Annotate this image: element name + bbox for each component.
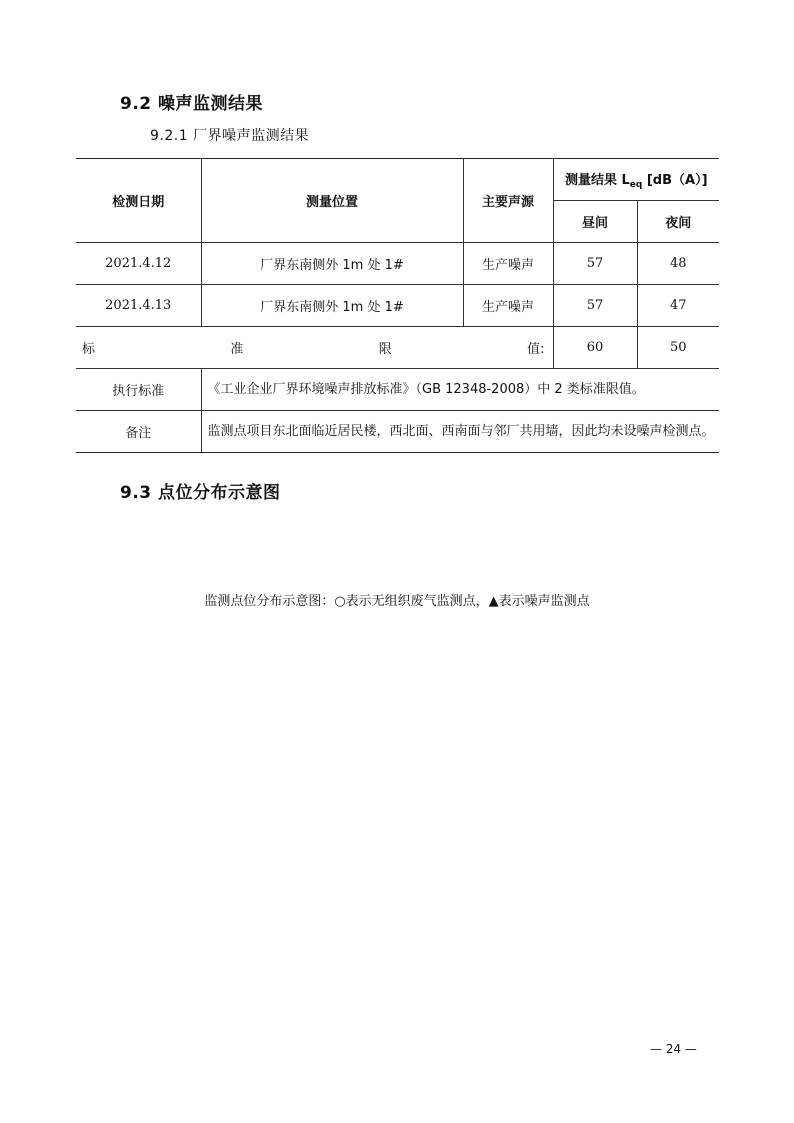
subsection-heading-9-2-1: 9.2.1 厂界噪声监测结果	[150, 128, 310, 144]
table-row	[76, 285, 719, 327]
row-night-value: 47	[637, 285, 719, 327]
header-result	[553, 159, 719, 201]
standard-text: 《工业企业厂界环境噪声排放标准》（GB 12348-2008）中 2 类标准限值。	[201, 369, 719, 411]
row-night-value: 48	[637, 243, 719, 285]
remark-text: 监测点项目东北面临近居民楼，西北面、西南面与邻厂共用墙，因此均未设噪声检测点。	[201, 411, 719, 453]
row-source: 生产噪声	[463, 285, 553, 327]
limit-char: 限	[378, 342, 392, 357]
section-heading-9-2: 9.2 噪声监测结果	[120, 94, 264, 114]
header-result-unit: [dB（A）]	[642, 173, 708, 188]
standard-row	[76, 369, 719, 411]
remark-label: 备注	[76, 411, 201, 453]
remark-row	[76, 411, 719, 453]
header-source: 主要声源	[463, 159, 553, 243]
page-number: — 24 —	[650, 1042, 697, 1056]
header-day: 昼间	[553, 201, 637, 243]
limit-char: 标	[82, 342, 96, 357]
figure-caption: 监测点位分布示意图：○表示无组织废气监测点，▲表示噪声监测点	[204, 594, 590, 609]
section-heading-9-3: 9.3 点位分布示意图	[120, 483, 281, 503]
limit-char: 值:	[527, 342, 545, 357]
row-day-value: 57	[553, 285, 637, 327]
standard-label: 执行标准	[76, 369, 201, 411]
table-row	[76, 243, 719, 285]
noise-results-table	[76, 158, 719, 453]
row-day-value: 57	[553, 243, 637, 285]
row-date: 2021.4.13	[76, 285, 201, 327]
header-night: 夜间	[637, 201, 719, 243]
header-location: 测量位置	[201, 159, 463, 243]
row-location: 厂界东南侧外 1m 处 1#	[201, 243, 463, 285]
header-result-prefix: 测量结果 L	[564, 173, 630, 188]
row-date: 2021.4.12	[76, 243, 201, 285]
header-date: 检测日期	[76, 159, 201, 243]
limit-label-cell	[76, 327, 553, 369]
limit-char: 准	[230, 342, 244, 357]
limit-row	[76, 327, 719, 369]
row-location: 厂界东南侧外 1m 处 1#	[201, 285, 463, 327]
header-result-sub: eq	[629, 180, 643, 190]
limit-day-value: 60	[553, 327, 637, 369]
limit-night-value: 50	[637, 327, 719, 369]
row-source: 生产噪声	[463, 243, 553, 285]
